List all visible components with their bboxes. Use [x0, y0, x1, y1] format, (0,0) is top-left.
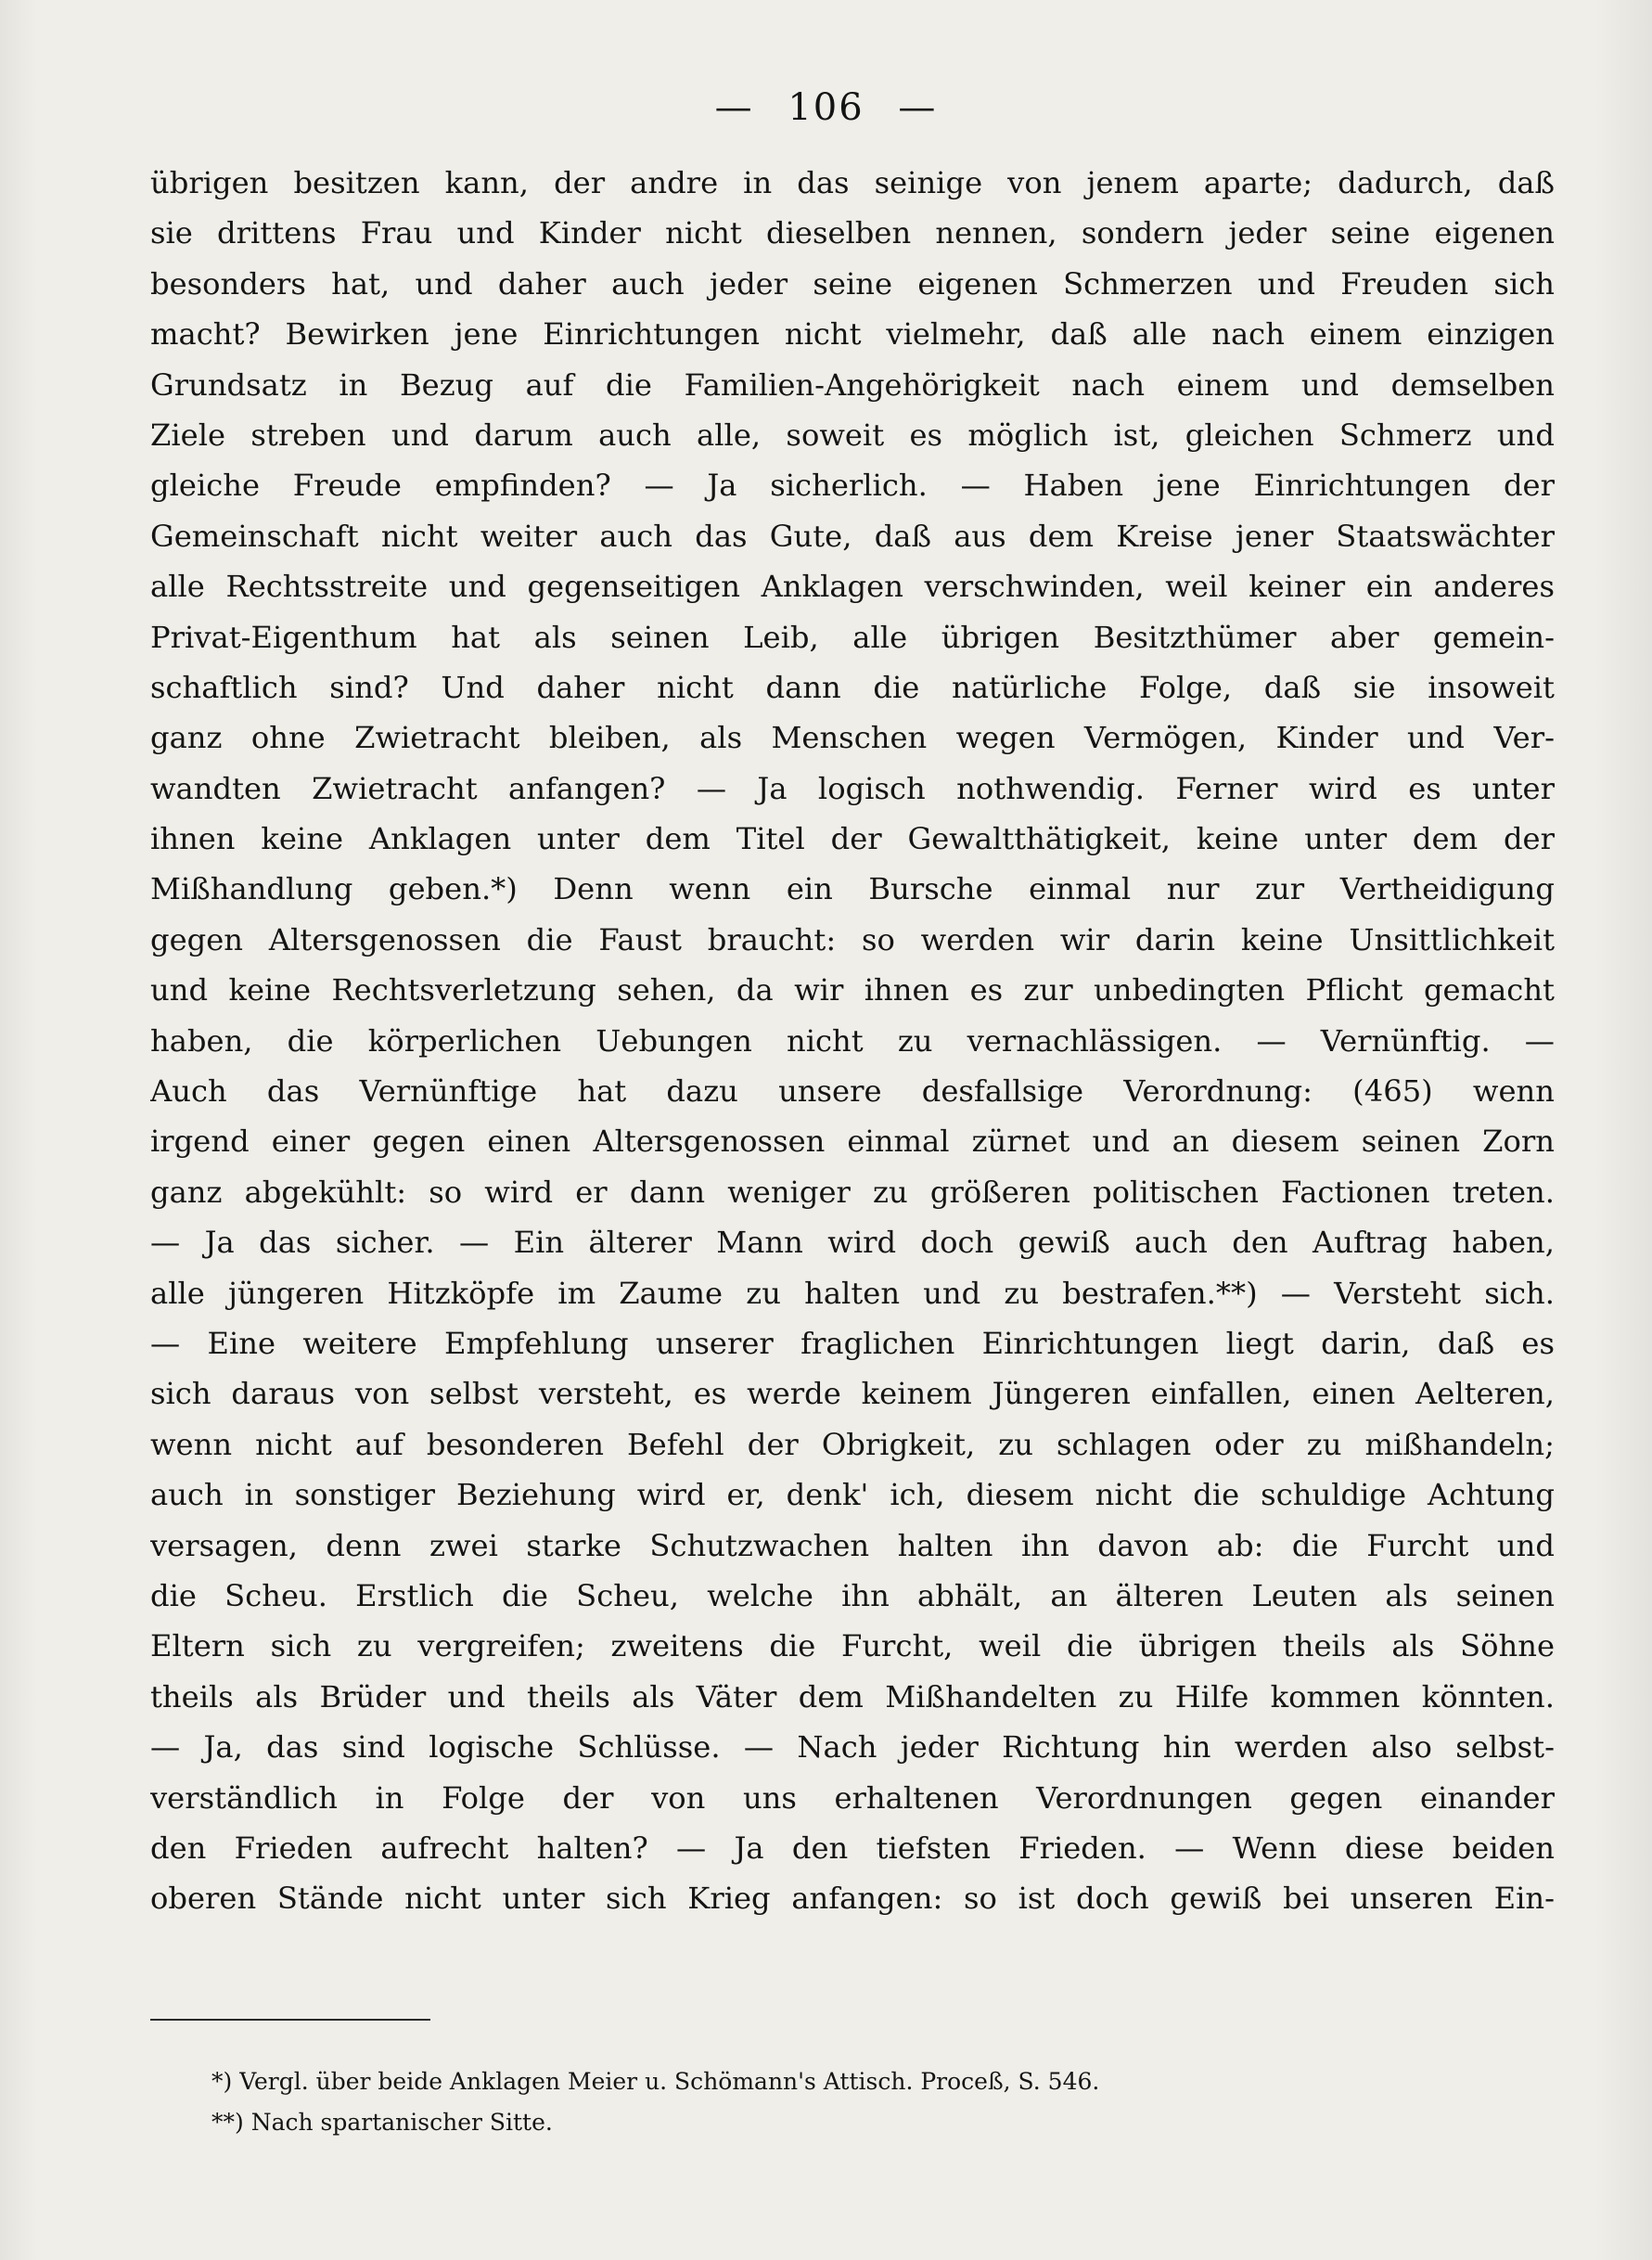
text-line: die Scheu. Erstlich die Scheu, welche ihn abhält, an älteren Leuten als seinen — [150, 1577, 1555, 1613]
text-line: macht? Bewirken jene Einrichtungen nicht vielmehr, daß alle nach einem einzigen — [150, 316, 1555, 353]
text-line: Auch das Vernünftige hat dazu unsere desfallsige Verordnung: (465) wenn — [150, 1073, 1555, 1110]
text-line: wenn nicht auf besonderen Befehl der Obrigkeit, zu schlagen oder zu mißhandeln; — [150, 1426, 1555, 1462]
footnotes — [211, 2061, 1529, 2143]
text-line: auch in sonstiger Beziehung wird er, denk' ich, diesem nicht die schuldige Achtung — [150, 1477, 1555, 1513]
text-line: alle jüngeren Hitzköpfe im Zaume zu halten und zu bestrafen.**) — Versteht sich. — [150, 1275, 1555, 1311]
text-line: versagen, denn zwei starke Schutzwachen halten ihn davon ab: die Furcht und — [150, 1527, 1555, 1563]
text-line: wandten Zwietracht anfangen? — Ja logisch nothwendig. Ferner wird es unter — [150, 770, 1555, 806]
page-number: 106 — [788, 86, 864, 129]
header-dash-right: — — [898, 86, 938, 129]
text-line: den Frieden aufrecht halten? — Ja den tiefsten Frieden. — Wenn diese beiden — [150, 1830, 1555, 1866]
text-line: — Ja das sicher. — Ein älterer Mann wird doch gewiß auch den Auftrag haben, — [150, 1225, 1555, 1261]
text-line: alle Rechtsstreite und gegenseitigen Anklagen verschwinden, weil keiner ein anderes — [150, 569, 1555, 605]
text-line: Grundsatz in Bezug auf die Familien-Angehörigkeit nach einem und demselben — [150, 366, 1555, 403]
text-line: oberen Stände nicht unter sich Krieg anfangen: so ist doch gewiß bei unseren Ein- — [150, 1881, 1555, 1917]
text-line: ganz ohne Zwietracht bleiben, als Menschen wegen Vermögen, Kinder und Ver- — [150, 720, 1555, 756]
text-line: — Eine weitere Empfehlung unserer fraglichen Einrichtungen liegt darin, daß es — [150, 1325, 1555, 1361]
text-line: Ziele streben und darum auch alle, soweit es möglich ist, gleichen Schmerz und — [150, 417, 1555, 453]
text-line: besonders hat, und daher auch jeder seine eigenen Schmerzen und Freuden sich — [150, 265, 1555, 302]
text-line: — Ja, das sind logische Schlüsse. — Nach jeder Richtung hin werden also selbst- — [150, 1729, 1555, 1766]
header-dash-left: — — [714, 86, 754, 129]
page-header — [0, 82, 1652, 134]
text-line: Gemeinschaft nicht weiter auch das Gute, daß aus dem Kreise jener Staatswächter — [150, 518, 1555, 554]
text-line: schaftlich sind? Und daher nicht dann die natürliche Folge, daß sie insoweit — [150, 669, 1555, 705]
text-line: verständlich in Folge der von uns erhaltenen Verordnungen gegen einander — [150, 1779, 1555, 1816]
text-line: sie drittens Frau und Kinder nicht dieselben nennen, sondern jeder seine eigenen — [150, 215, 1555, 251]
text-line: und keine Rechtsverletzung sehen, da wir ihnen es zur unbedingten Pflicht gemacht — [150, 972, 1555, 1008]
body-text — [150, 158, 1555, 1924]
text-line: Privat-Eigenthum hat als seinen Leib, alle übrigen Besitzthümer aber gemein- — [150, 619, 1555, 655]
text-line: ganz abgekühlt: so wird er dann weniger zu größeren politischen Factionen treten. — [150, 1174, 1555, 1210]
footnote: **) Nach spartanischer Sitte. — [211, 2109, 553, 2136]
text-line: gegen Altersgenossen die Faust braucht: so werden wir darin keine Unsittlichkeit — [150, 921, 1555, 957]
text-line: sich daraus von selbst versteht, es werde keinem Jüngeren einfallen, einen Aelteren, — [150, 1376, 1555, 1412]
text-line: übrigen besitzen kann, der andre in das seinige von jenem aparte; dadurch, daß — [150, 165, 1555, 200]
text-line: ihnen keine Anklagen unter dem Titel der Gewaltthätigkeit, keine unter dem der — [150, 821, 1555, 857]
text-line: irgend einer gegen einen Altersgenossen einmal zürnet und an diesem seinen Zorn — [150, 1124, 1555, 1160]
text-line: haben, die körperlichen Uebungen nicht zu vernachlässigen. — Vernünftig. — — [150, 1022, 1555, 1059]
text-line: Mißhandlung geben.*) Denn wenn ein Bursche einmal nur zur Vertheidigung — [150, 871, 1555, 907]
footnote: *) Vergl. über beide Anklagen Meier u. Schömann's Attisch. Proceß, S. 546. — [211, 2068, 1100, 2095]
text-line: theils als Brüder und theils als Väter dem Mißhandelten zu Hilfe kommen könnten. — [150, 1678, 1555, 1714]
text-line: gleiche Freude empfinden? — Ja sicherlich. — Haben jene Einrichtungen der — [150, 468, 1555, 504]
text-line: Eltern sich zu vergreifen; zweitens die Furcht, weil die übrigen theils als Söhne — [150, 1628, 1555, 1664]
footnote-divider — [150, 2019, 430, 2021]
